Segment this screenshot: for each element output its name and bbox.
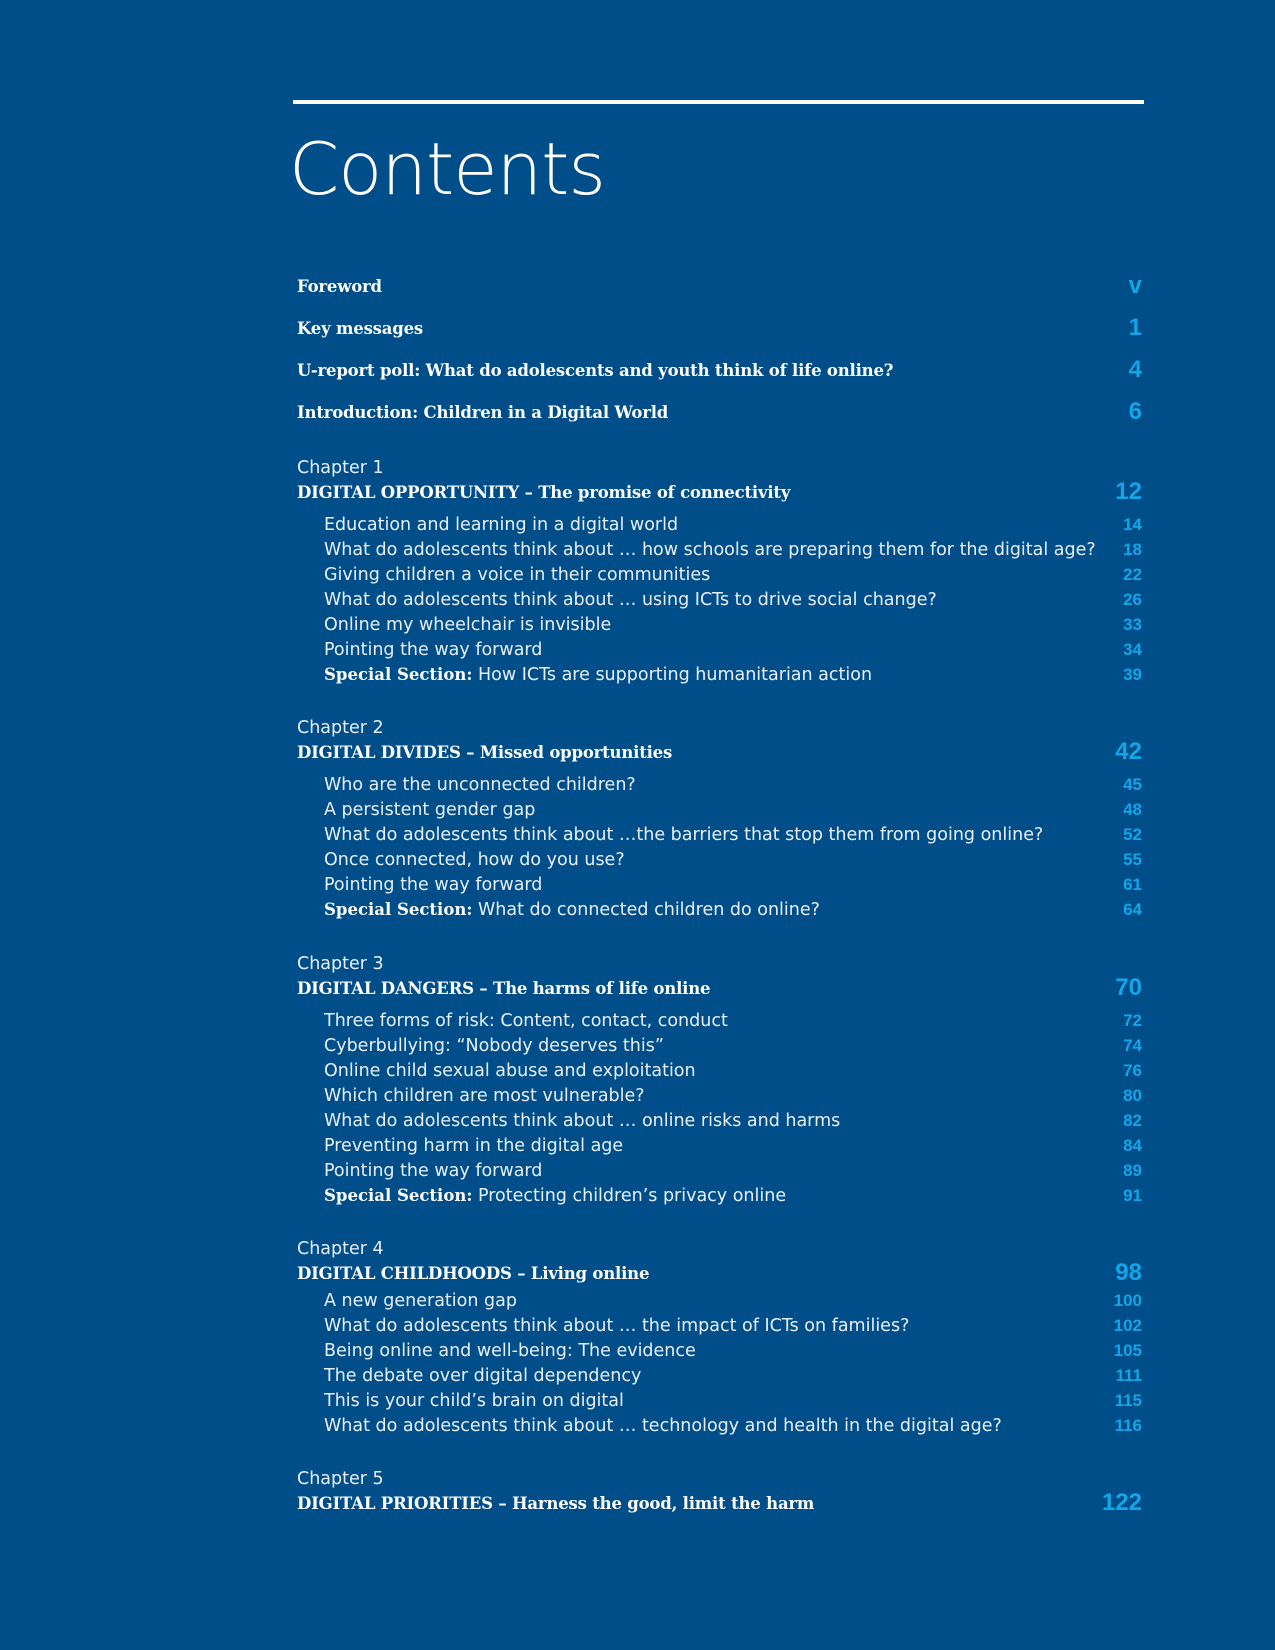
toc-entry-label: Introduction: Children in a Digital World [297,402,669,422]
subentry-label: Preventing harm in the digital age [324,1135,624,1156]
toc-subentry[interactable] [324,1413,1142,1438]
toc-entry-introduction[interactable] [297,398,1142,426]
toc-entry-label: Key messages [297,318,423,338]
chapter-title-row[interactable] [297,1489,1142,1517]
special-section-prefix: Special Section: [324,664,473,684]
toc-subentry[interactable] [324,587,1142,612]
toc-page-number: 1 [1128,314,1142,341]
subentry-page-number: 72 [1123,1010,1142,1030]
subentry-page-number: 64 [1123,899,1142,919]
chapter-label: Chapter 2 [297,718,384,738]
subentry-page-number: 76 [1123,1060,1142,1080]
toc-subentry[interactable] [324,1058,1142,1083]
subentry-label: Three forms of risk: Content, contact, conduct [324,1010,728,1031]
subentry-label: This is your child’s brain on digital [324,1390,624,1411]
toc-subentry[interactable] [324,637,1142,662]
subentry-page-number: 14 [1123,514,1142,534]
toc-subentry[interactable] [324,1363,1142,1388]
subentry-label: A persistent gender gap [324,799,536,820]
toc-subentry[interactable] [324,612,1142,637]
toc-page-number: 4 [1128,356,1142,383]
chapter-title: DIGITAL OPPORTUNITY – The promise of connectivity [297,482,791,502]
subentry-label: Pointing the way forward [324,1160,543,1181]
chapter-page-number: 70 [1115,974,1142,1001]
toc-subentry[interactable] [324,1008,1142,1033]
subentry-label: A new generation gap [324,1290,517,1311]
subentry-page-number: 26 [1123,589,1142,609]
chapter-title-row[interactable] [297,738,1142,766]
toc-subentry[interactable] [324,1158,1142,1183]
toc-page-number: v [1128,272,1142,299]
special-section-title: How ICTs are supporting humanitarian action [472,664,873,685]
toc-special-section[interactable] [324,1183,1142,1208]
toc-subentry[interactable] [324,1338,1142,1363]
special-section-label [324,900,820,920]
toc-entry-foreword[interactable] [297,272,1142,300]
subentry-page-number: 84 [1123,1135,1142,1155]
subentry-page-number: 82 [1123,1110,1142,1130]
toc-entry-u-report-poll[interactable] [297,356,1142,384]
toc-subentry[interactable] [324,847,1142,872]
toc-subentry[interactable] [324,512,1142,537]
subentry-page-number: 48 [1123,799,1142,819]
toc-page-number: 6 [1128,398,1142,425]
subentry-page-number: 89 [1123,1160,1142,1180]
subentry-page-number: 55 [1123,849,1142,869]
special-section-prefix: Special Section: [324,899,473,919]
chapter-label: Chapter 4 [297,1239,384,1259]
subentry-label: What do adolescents think about … how schools are preparing them for the digital age? [324,539,1096,560]
chapter-title: DIGITAL PRIORITIES – Harness the good, limit the harm [297,1493,815,1513]
subentry-label: Giving children a voice in their communities [324,564,711,585]
subentry-label: Cyberbullying: “Nobody deserves this” [324,1035,664,1056]
toc-subentry[interactable] [324,1108,1142,1133]
toc-subentry[interactable] [324,1288,1142,1313]
top-rule [293,100,1144,104]
subentry-label: Pointing the way forward [324,639,543,660]
chapter-page-number: 122 [1101,1489,1142,1516]
subentry-label: What do adolescents think about … the impact of ICTs on families? [324,1315,910,1336]
toc-subentry[interactable] [324,822,1142,847]
subentry-label: Which children are most vulnerable? [324,1085,645,1106]
chapter-title: DIGITAL DANGERS – The harms of life online [297,978,711,998]
subentry-label: The debate over digital dependency [324,1365,642,1386]
subentry-label: Pointing the way forward [324,874,543,895]
special-section-label [324,1186,786,1206]
toc-subentry[interactable] [324,1133,1142,1158]
chapter-title-row[interactable] [297,1259,1142,1287]
special-section-title: What do connected children do online? [472,899,820,920]
chapter-label: Chapter 5 [297,1469,384,1489]
chapter-page-number: 98 [1115,1259,1142,1286]
subentry-label: Education and learning in a digital world [324,514,679,535]
subentry-label: What do adolescents think about …the barriers that stop them from going online? [324,824,1044,845]
subentry-page-number: 18 [1123,539,1142,559]
toc-subentry[interactable] [324,537,1142,562]
chapter-page-number: 42 [1115,738,1142,765]
subentry-label: Once connected, how do you use? [324,849,625,870]
subentry-page-number: 111 [1115,1365,1142,1385]
subentry-label: Who are the unconnected children? [324,774,636,795]
page-title: Contents [289,127,605,211]
chapter-label: Chapter 3 [297,954,384,974]
subentry-page-number: 91 [1123,1185,1142,1205]
subentry-page-number: 45 [1123,774,1142,794]
chapter-title-row[interactable] [297,478,1142,506]
subentry-label: What do adolescents think about … using ICTs to drive social change? [324,589,937,610]
toc-subentry[interactable] [324,1033,1142,1058]
special-section-title: Protecting children’s privacy online [472,1185,787,1206]
chapter-title: DIGITAL DIVIDES – Missed opportunities [297,742,673,762]
chapter-label: Chapter 1 [297,458,384,478]
subentry-page-number: 61 [1123,874,1142,894]
toc-subentry[interactable] [324,562,1142,587]
subentry-page-number: 105 [1113,1340,1142,1360]
toc-subentry[interactable] [324,772,1142,797]
subentry-page-number: 34 [1123,639,1142,659]
subentry-page-number: 80 [1123,1085,1142,1105]
subentry-page-number: 33 [1123,614,1142,634]
subentry-page-number: 102 [1113,1315,1142,1335]
subentry-label: Online my wheelchair is invisible [324,614,612,635]
subentry-label: Online child sexual abuse and exploitation [324,1060,696,1081]
toc-subentry[interactable] [324,1388,1142,1413]
toc-entry-key-messages[interactable] [297,314,1142,342]
toc-subentry[interactable] [324,872,1142,897]
toc-special-section[interactable] [324,897,1142,922]
special-section-prefix: Special Section: [324,1185,473,1205]
special-section-label [324,665,872,685]
chapter-title: DIGITAL CHILDHOODS – Living online [297,1263,650,1283]
chapter-page-number: 12 [1115,478,1142,505]
chapter-title-row[interactable] [297,974,1142,1002]
subentry-label: What do adolescents think about … technology and health in the digital age? [324,1415,1002,1436]
subentry-page-number: 74 [1123,1035,1142,1055]
subentry-page-number: 100 [1113,1290,1142,1310]
toc-subentry[interactable] [324,1313,1142,1338]
subentry-label: What do adolescents think about … online risks and harms [324,1110,841,1131]
subentry-page-number: 22 [1123,564,1142,584]
toc-entry-label: Foreword [297,276,382,296]
subentry-page-number: 39 [1123,664,1142,684]
subentry-page-number: 116 [1114,1415,1142,1435]
subentry-label: Being online and well-being: The evidence [324,1340,696,1361]
toc-special-section[interactable] [324,662,1142,687]
toc-entry-label: U-report poll: What do adolescents and youth think of life online? [297,360,894,380]
toc-subentry[interactable] [324,1083,1142,1108]
toc-subentry[interactable] [324,797,1142,822]
subentry-page-number: 52 [1123,824,1142,844]
subentry-page-number: 115 [1114,1390,1142,1410]
